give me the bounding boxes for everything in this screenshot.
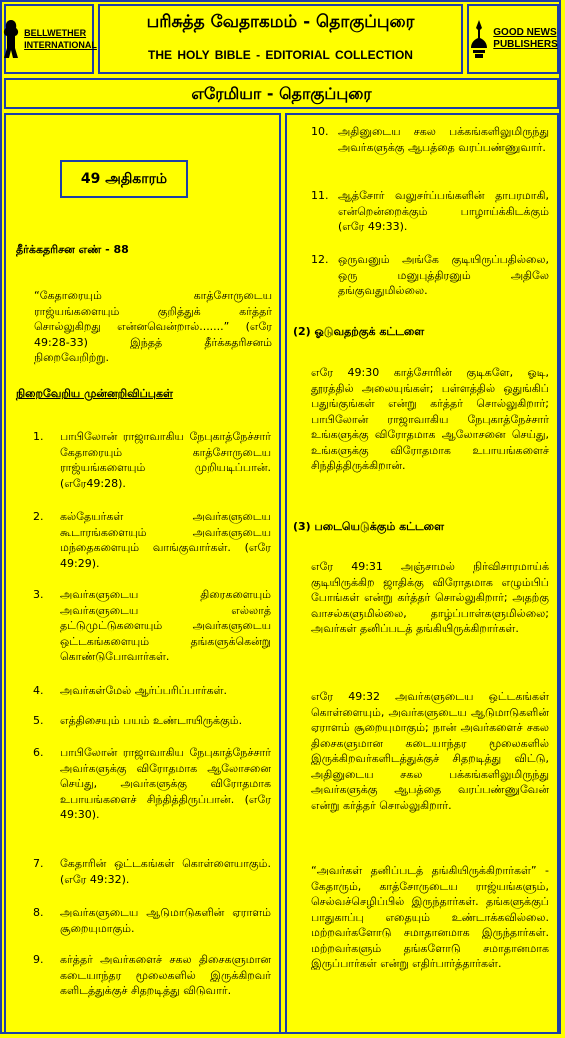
list-item-number: 3. [33,588,44,601]
list-item-number: 11. [311,189,329,202]
lamp-icon [468,18,490,60]
section-3-heading: (3) படையெடுக்கும் கட்டளை [293,520,445,533]
list-item-number: 7. [33,857,44,870]
list-item [33,587,271,665]
section-3-text-3: “அவர்கள் தனிப்படத் தங்கியிருக்கிறார்கள்” - கேதாரும், காத்சோருடைய ராஜ்யங்களும், செல்வச்செழிப்பில் இருந்தார்கள். தங்களுக்குப் பாதுகாப்பு எதையும் உண்டாக்கவில்லை. மற்றவர்களோடு சமாதானமாக இருந்தார்கள். மற்றவர்களும் தங்களோடு சமாதானமாக இருப்பார்கள் என்று எதிர்பார்த்தார்கள். [311,864,549,970]
logo-left-line2: INTERNATIONAL [24,40,97,50]
list-item [311,252,549,299]
logo-right-line2: PUBLISHERS [493,39,558,50]
intro-paragraph: “கேதாரையும் காத்சோருடைய ராஜ்யங்களையும் குறித்துக் கர்த்தர் சொல்லுகிறது என்னவென்றால்.......” (எரே 49:28-33) இந்தத் தீர்க்கதரிசனம் நிறைவேறிற்று. [34,289,272,364]
section-2-heading: (2) ஓடுவதற்குக் கட்டளை [293,325,425,338]
list-item-number: 1. [33,430,44,443]
bellwether-logo-box [4,4,97,74]
list-item-number: 9. [33,953,44,966]
title-tamil: பரிசுத்த வேதாகமம் - தொகுப்புரை [146,12,415,32]
list-item [33,683,271,699]
goodnews-logo-box [467,4,559,74]
section-2-text: எரே 49:30 காத்சோரின் குடிகளே, ஓடி, தூரத்தில் அலையுங்கள்; பள்ளத்தில் ஒதுங்கிப் பதுங்குங்கள் என்று கர்த்தர் சொல்லுகிறார்; பாபிலோன் ராஜாவாகிய நேபுகாத்நேச்சார் உங்களுக்கு விரோதமாக ஆலோசனை செய்து, உங்களுக்கு விரோதமாக உபாயங்களைச் சிந்தித்திருக்கிறான். [311,366,549,472]
list-item-text: அவர்கள்மேல் ஆர்ப்பரிப்பார்கள். [60,684,228,697]
list-item [33,429,271,491]
list-item-text: பாபிலோன் ராஜாவாகிய நேபுகாத்நேச்சார் அவர்களுக்கு விரோதமாக ஆலோசனை செய்து, அவர்களுக்கு விரோதமாக உபாயங்களைச் சிந்தித்திருப்பான். (எரே 49:30). [60,746,271,821]
list-item-text: கல்தேயர்கள் அவர்களுடைய கூடாரங்களையும் அவர்களுடைய மந்தைகளையும் வாங்குவார்கள். (எரே 49:29). [60,510,271,570]
list-item-number: 6. [33,746,44,759]
list-item [33,745,271,823]
list-item-number: 10. [311,125,329,138]
list-item-text: அவர்களுடைய திரைகளையும் அவர்களுடைய எல்லாத் தட்டுமுட்டுகளையும் அவர்களுடைய ஒட்டகங்களையும் தங்களுக்கென்று கொண்டுபோவார்கள். [60,588,271,663]
list-item [311,124,549,155]
list-item-number: 4. [33,684,44,697]
list-item-number: 5. [33,714,44,727]
list-item-number: 12. [311,253,329,266]
subtitle: எரேமியா - தொகுப்புரை [191,84,372,103]
list-item-text: ஒருவனும் அங்கே குடியிருப்பதில்லை, ஒரு மனுபுத்திரனும் அதிலே தங்குவதுமில்லை. [338,253,549,297]
list-item-number: 2. [33,510,44,523]
right-column [285,113,559,1034]
logo-right-line1: GOOD NEWS [493,27,557,38]
list-item-number: 8. [33,906,44,919]
list-item-text: கேதாரின் ஒட்டகங்கள் கொள்ளையாகும். (எரே 49:32). [60,857,271,886]
left-column [4,113,281,1034]
title-box [98,4,463,74]
list-item [33,856,271,887]
list-item-text: கர்த்தர் அவர்களைச் சகல திசைகளுமான கடையாந்தர மூலைகளில் இருக்கிறவர் களிடத்துக்குச் சிதறடித்து விடுவார். [60,953,271,997]
list-item-text: பாபிலோன் ராஜாவாகிய நேபுகாத்நேச்சார் கேதாரையும் காத்சோருடைய ராஜ்யங்களையும் முறியடிப்பான். (எரே49:28). [60,430,271,490]
list-item [33,713,271,729]
logo-left-line1: BELLWETHER [24,28,87,38]
list-item-text: அவர்களுடைய ஆடுமாடுகளின் ஏராளம் சூறையுமாகும். [60,906,271,935]
section-3-text-1: எரே 49:31 அஞ்சாமல் நிர்விசாரமாய்க் குடியிருக்கிற ஜாதிக்கு விரோதமாக எழும்பிப் போங்கள் என்று கர்த்தர் சொல்லுகிறார்; அதற்கு வாசல்களுமில்லை, தாழ்ப்பாள்களுமில்லை; அவர்கள் தனிப்படத் தங்கியிருக்கிறார்கள். [311,560,549,635]
subtitle-box [4,78,559,109]
chapter-heading: 49 அதிகாரம் [60,160,188,198]
fulfilled-heading: நிறைவேறிய முன்னறிவிப்புகள் [16,387,173,400]
title-english: THE HOLY BIBLE - EDITORIAL COLLECTION [148,48,413,62]
list-item [33,905,271,936]
list-item-text: ஆத்சோர் வலுசர்ப்பங்களின் தாபரமாகி, என்றென்றைக்கும் பாழாய்க்கிடக்கும் (எரே 49:33). [338,189,549,233]
prophecy-number: தீர்க்கதரிசன எண் - 88 [16,243,129,256]
section-3-text-2: எரே 49:32 அவர்களுடைய ஒட்டகங்கள் கொள்ளையும், அவர்களுடைய ஆடுமாடுகளின் ஏராளம் சூறையுமாகும்; நான் அவர்களைச் சகல திசைகளுமான கடையாந்தர மூலைகளில் இருக்கிறவர்களிடத்துக்குச் சிதறடித்து விட்டு, அதினுடைய சகல பக்கங்களிலுமிருந்து அவர்களுக்கு ஆபத்தை வரப்பண்ணுவேன் என்று கர்த்தர் சொல்லுகிறார். [311,690,549,812]
list-item [33,952,271,999]
list-item-text: எத்திசையும் பயம் உண்டாயிருக்கும். [60,714,243,727]
list-item [33,509,271,571]
ram-icon [1,18,21,60]
list-item [311,188,549,235]
list-item-text: அதினுடைய சகல பக்கங்களிலுமிருந்து அவர்களுக்கு ஆபத்தை வரப்பண்ணுவார். [338,125,549,154]
